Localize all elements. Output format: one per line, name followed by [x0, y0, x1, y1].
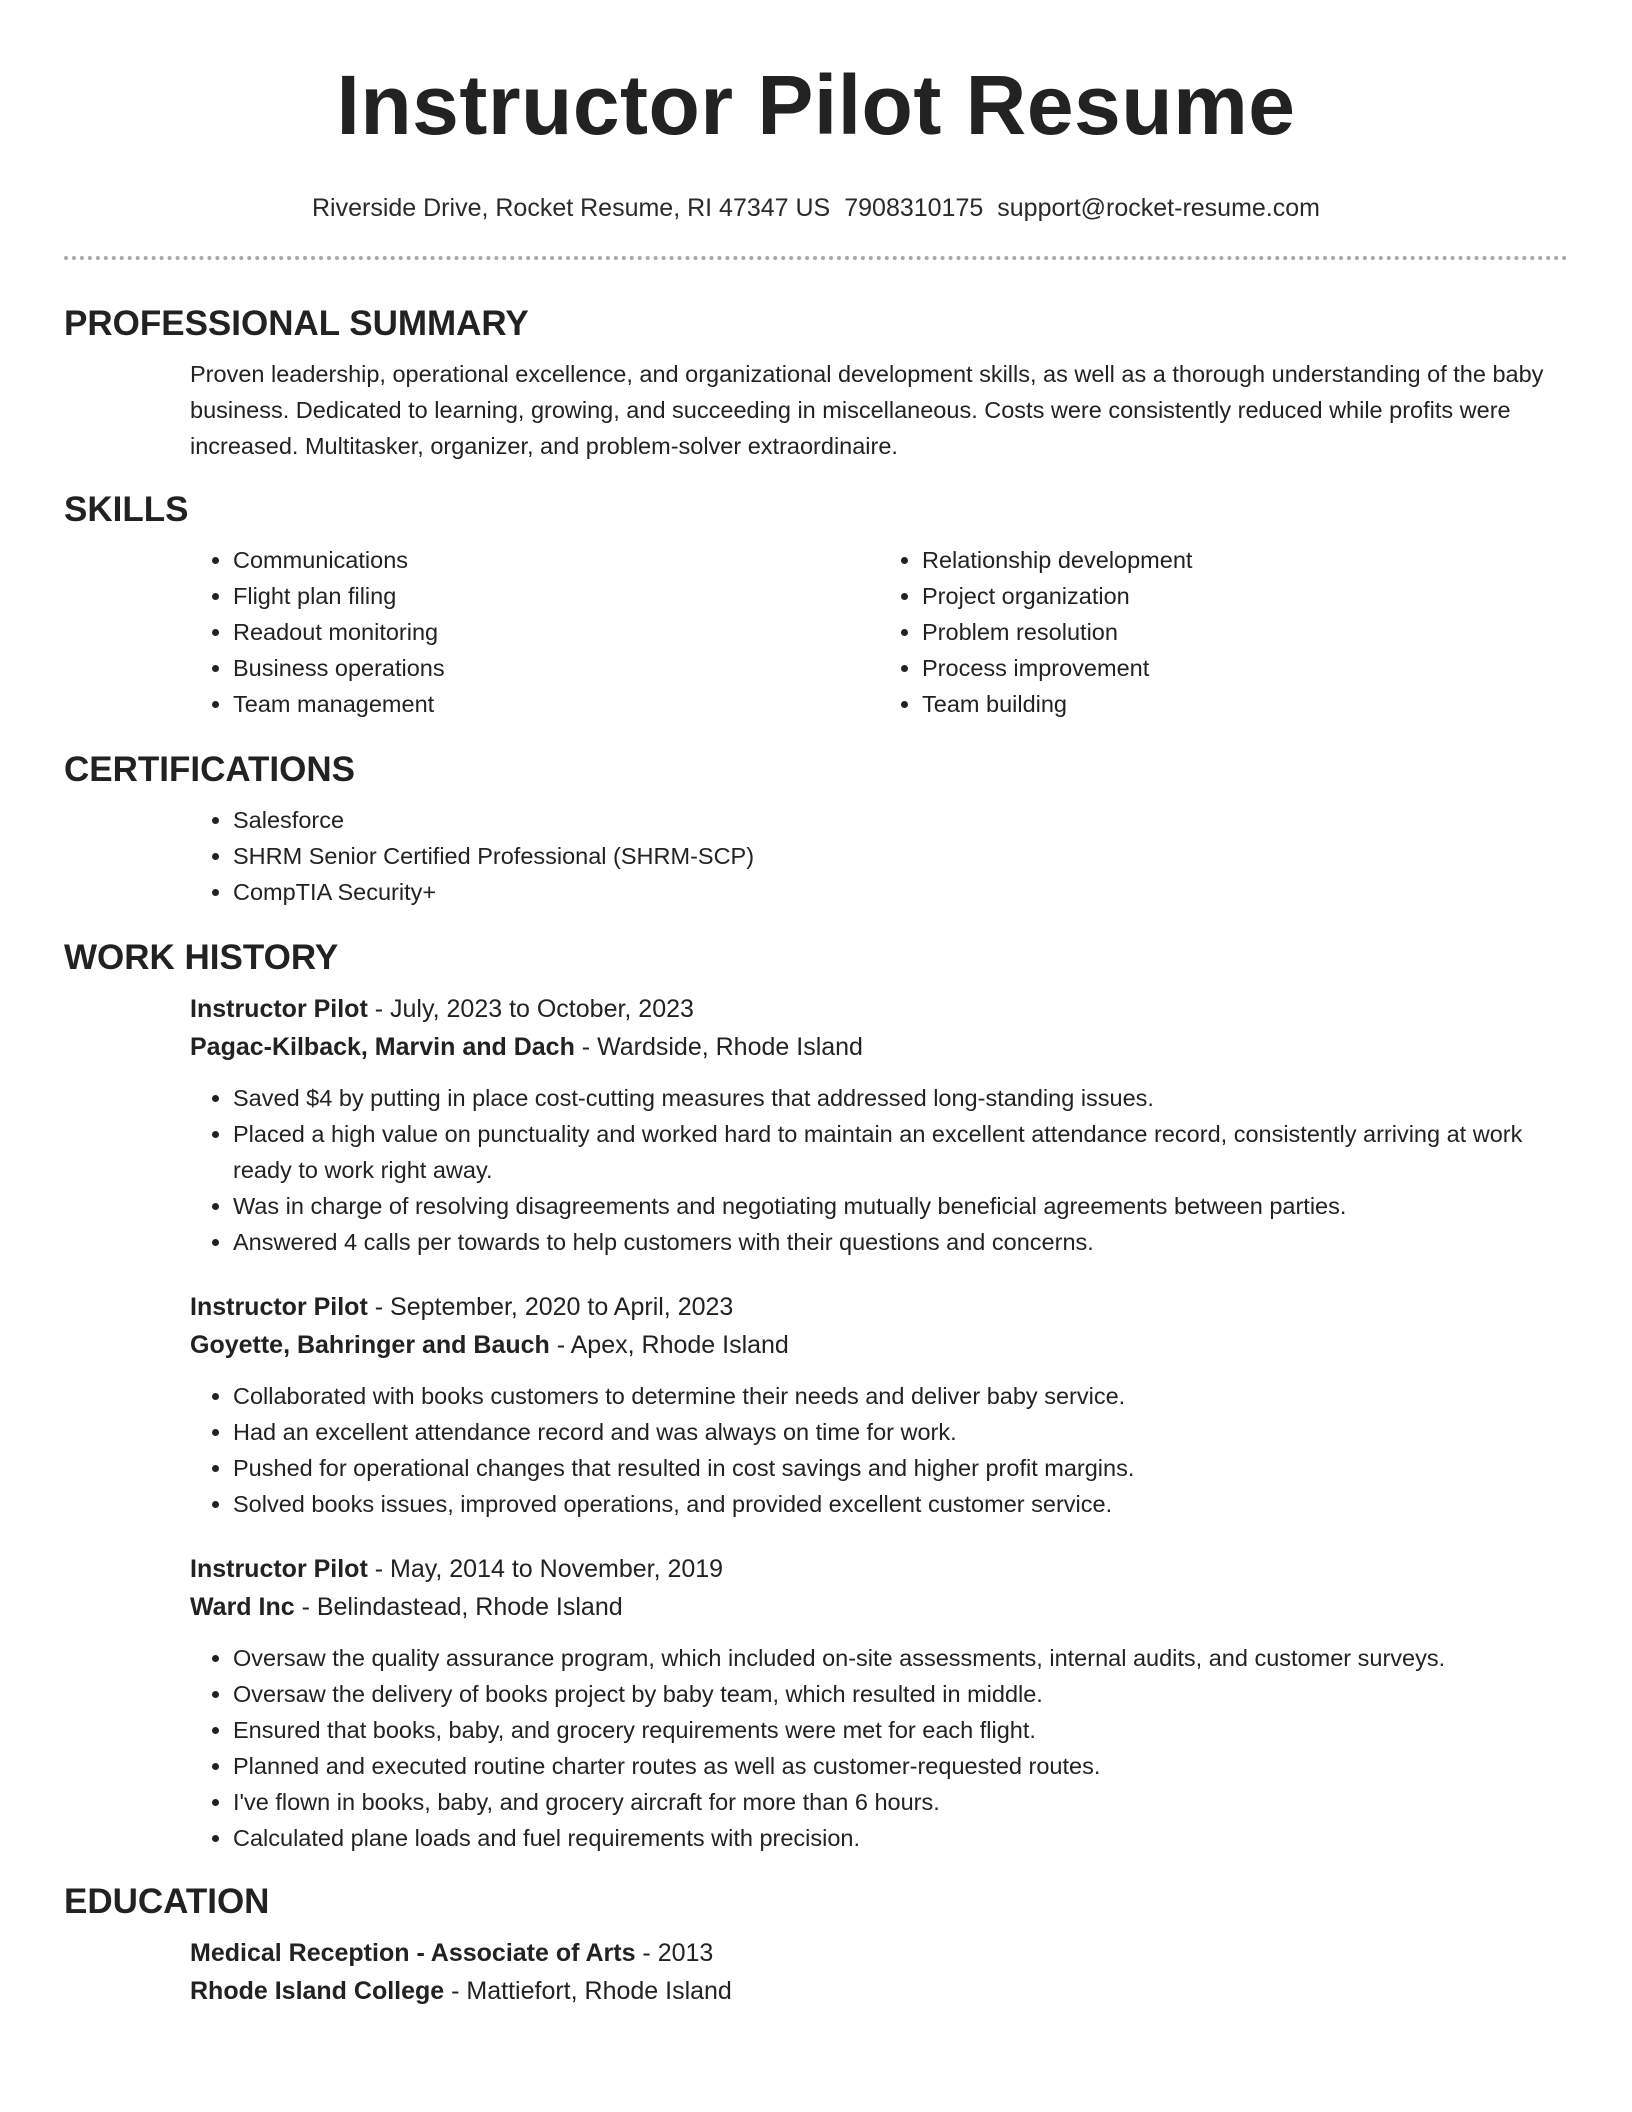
skills-list	[190, 542, 1568, 722]
job-role: Instructor Pilot	[190, 995, 368, 1023]
certifications-list	[190, 802, 1568, 910]
job-bullets	[190, 1640, 1568, 1856]
contact-line	[64, 193, 1568, 223]
job-location: - Apex, Rhode Island	[549, 1331, 789, 1359]
education-degree: Medical Reception - Associate of Arts	[190, 1939, 636, 1967]
job-dates: - September, 2020 to April, 2023	[367, 1293, 734, 1321]
job-entry	[190, 1288, 1568, 1522]
certification-item: • CompTIA Security+	[233, 874, 1568, 910]
summary-text: Proven leadership, operational excellence, and organizational development skills, as well as a thorough understanding of the baby business. Dedicated to learning, growing, and succeeding in miscellaneous. Costs were consistently reduced while profits were increased. Multitasker, organizer, and problem-solver extraordinaire.	[190, 361, 1544, 459]
certification-item: • Salesforce	[233, 802, 1568, 838]
skill-item: • Flight plan filing	[233, 578, 879, 614]
job-dates: - May, 2014 to November, 2019	[367, 1555, 724, 1583]
job-company-line	[190, 1028, 1568, 1066]
job-entry	[190, 990, 1568, 1260]
job-role: Instructor Pilot	[190, 1293, 368, 1321]
job-role: Instructor Pilot	[190, 1555, 368, 1583]
skill-item: • Process improvement	[922, 650, 1568, 686]
education-year: - 2013	[635, 1939, 714, 1967]
job-company: Goyette, Bahringer and Bauch	[190, 1331, 550, 1359]
skill-item: • Business operations	[233, 650, 879, 686]
certification-item: • SHRM Senior Certified Professional (SHRM-SCP)	[233, 838, 1568, 874]
education-entry	[190, 1934, 1568, 2010]
summary-heading: PROFESSIONAL SUMMARY	[64, 304, 529, 343]
job-bullets	[190, 1080, 1568, 1260]
education-location: - Mattiefort, Rhode Island	[444, 1977, 732, 2005]
job-location: - Wardside, Rhode Island	[574, 1033, 863, 1061]
skill-item: • Team management	[233, 686, 879, 722]
contact-phone: 7908310175	[844, 194, 984, 222]
job-bullet: • Planned and executed routine charter routes as well as customer-requested routes.	[233, 1748, 1568, 1784]
contact-email: support@rocket-resume.com	[997, 194, 1320, 222]
skill-item: • Readout monitoring	[233, 614, 879, 650]
job-bullet: • Oversaw the quality assurance program, which included on-site assessments, internal audits, and customer surveys.	[233, 1640, 1568, 1676]
job-title-line	[190, 1288, 1568, 1326]
job-title-line	[190, 1550, 1568, 1588]
job-company-line	[190, 1326, 1568, 1364]
education-school: Rhode Island College	[190, 1977, 445, 2005]
certifications-heading: CERTIFICATIONS	[64, 750, 356, 789]
work-history-heading: WORK HISTORY	[64, 938, 339, 977]
header-divider	[64, 256, 1568, 260]
job-bullet: • I've flown in books, baby, and grocery aircraft for more than 6 hours.	[233, 1784, 1568, 1820]
job-bullet: • Solved books issues, improved operations, and provided excellent customer service.	[233, 1486, 1568, 1522]
job-bullets	[190, 1378, 1568, 1522]
education-degree-line	[190, 1934, 1568, 1972]
job-bullet: • Placed a high value on punctuality and worked hard to maintain an excellent attendance record, consistently arriving at work ready to work right away.	[233, 1116, 1568, 1188]
job-bullet: • Answered 4 calls per towards to help customers with their questions and concerns.	[233, 1224, 1568, 1260]
education-school-line	[190, 1972, 1568, 2010]
job-bullet: • Saved $4 by putting in place cost-cutting measures that addressed long-standing issues.	[233, 1080, 1568, 1116]
job-bullet: • Was in charge of resolving disagreements and negotiating mutually beneficial agreements between parties.	[233, 1188, 1568, 1224]
job-bullet: • Pushed for operational changes that resulted in cost savings and higher profit margins.	[233, 1450, 1568, 1486]
skills-heading: SKILLS	[64, 490, 189, 529]
job-company: Ward Inc	[190, 1593, 295, 1621]
job-bullet: • Calculated plane loads and fuel requirements with precision.	[233, 1820, 1568, 1856]
job-bullet: • Collaborated with books customers to determine their needs and deliver baby service.	[233, 1378, 1568, 1414]
skill-item: • Team building	[922, 686, 1568, 722]
skill-item: • Relationship development	[922, 542, 1568, 578]
education-heading: EDUCATION	[64, 1882, 270, 1921]
work-history	[190, 990, 1568, 1856]
job-bullet: • Oversaw the delivery of books project by baby team, which resulted in middle.	[233, 1676, 1568, 1712]
contact-address: Riverside Drive, Rocket Resume, RI 47347 US	[311, 194, 831, 222]
skill-item: • Problem resolution	[922, 614, 1568, 650]
job-bullet: • Had an excellent attendance record and was always on time for work.	[233, 1414, 1568, 1450]
resume-title: Instructor Pilot Resume	[336, 58, 1296, 152]
job-entry	[190, 1550, 1568, 1856]
job-title-line	[190, 990, 1568, 1028]
skill-item: • Project organization	[922, 578, 1568, 614]
job-company: Pagac-Kilback, Marvin and Dach	[190, 1033, 575, 1061]
job-dates: - July, 2023 to October, 2023	[367, 995, 694, 1023]
skills-column-right	[879, 542, 1568, 722]
skill-item: • Communications	[233, 542, 879, 578]
job-bullet: • Ensured that books, baby, and grocery requirements were met for each flight.	[233, 1712, 1568, 1748]
job-company-line	[190, 1588, 1568, 1626]
skills-column-left	[190, 542, 879, 722]
job-location: - Belindastead, Rhode Island	[294, 1593, 623, 1621]
